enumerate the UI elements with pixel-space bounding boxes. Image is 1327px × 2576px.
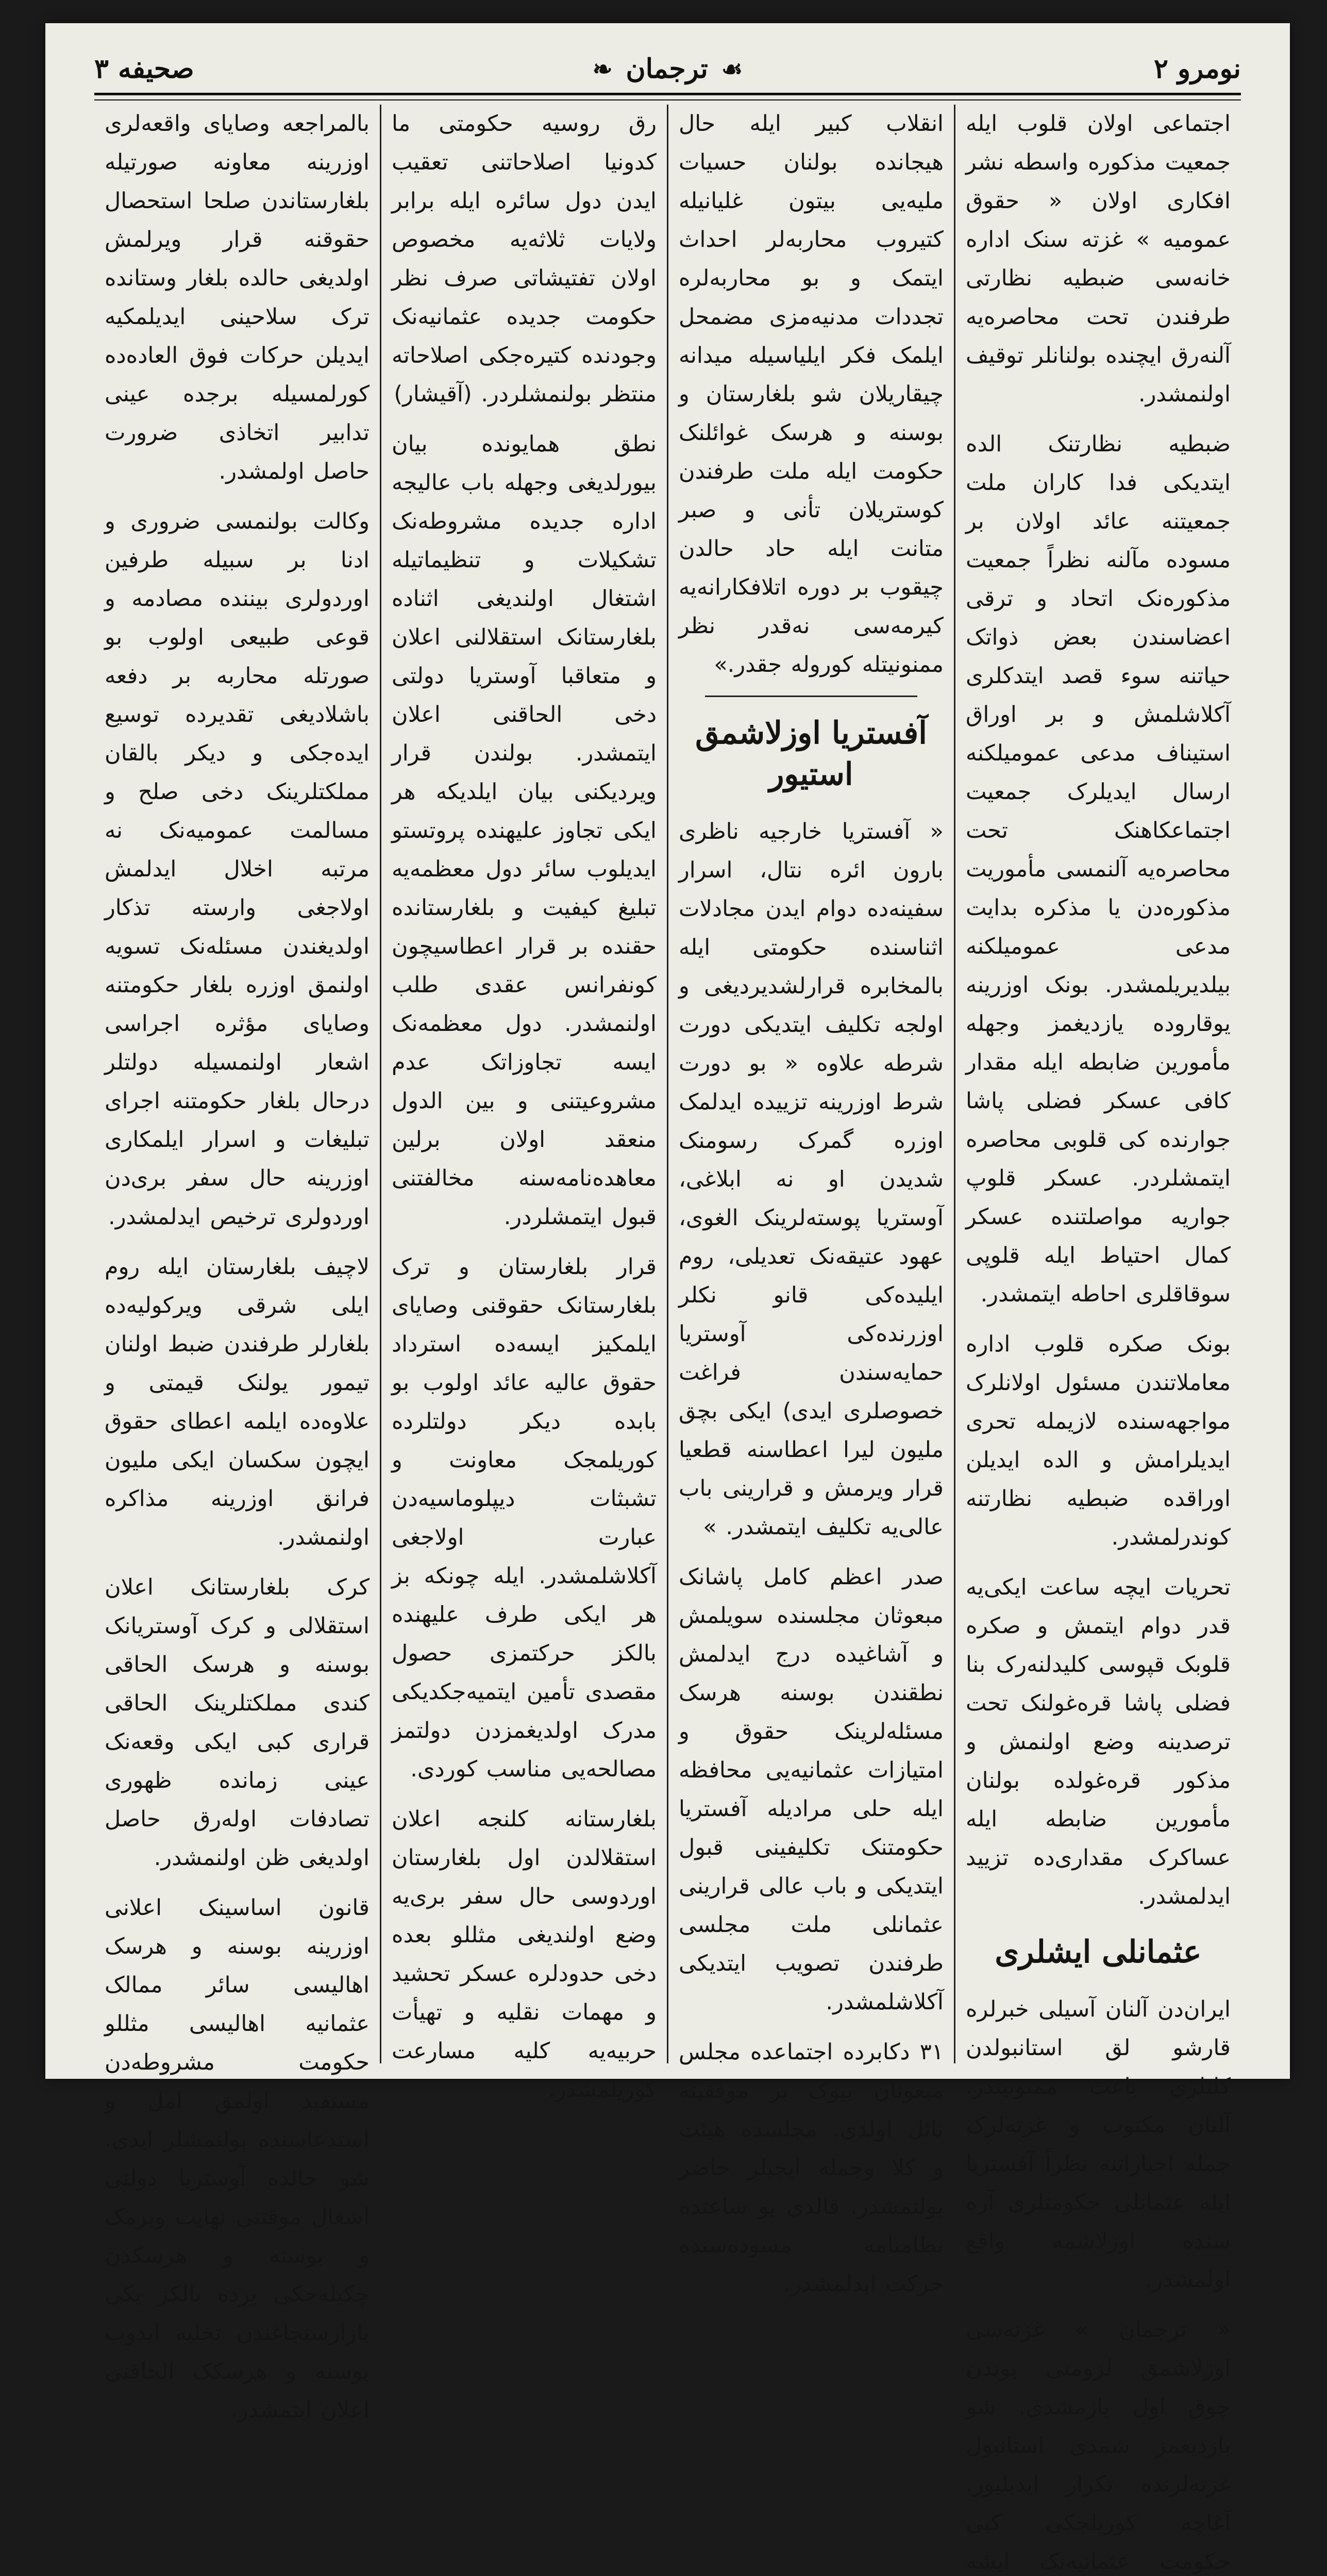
ornament-right-icon: ☙ xyxy=(721,55,743,83)
section-heading: آفستریا اوزلاشمق استیور xyxy=(695,715,927,792)
article-paragraph: بالمراجعه وصایای واقعه‌لری اوزرینه معاونه صورتیله بلغارستاندن صلحا استحصال حقوقنه قرار ویرلمش اولدیغی حالده بلغار وستانده ترک سلاحینی ایدیلمکیه ایدیلن حرکات فوق العاده‌ده کورلمسیله برجده عینی تدابیر اتخاذی ضرورت حاصل اولمشدر. xyxy=(105,111,369,484)
column-3 xyxy=(381,105,668,2103)
article-paragraph: تحریات ایچه ساعت ایکی‌یه قدر دوام ایتمش و صکره قلوبک قپوسی کلیدلنه‌رک بنا فضلی پاشا قره‌غولنک تحت ترصدینه وضع اولنمش و مذکور قره‌غولده بولنان مأمورین ضابطه ایله عساکرک مقداری‌ده تزیید ایدلمشدر. xyxy=(966,1574,1231,1909)
article-paragraph: ۳۱ دکابرده اجتماعده مجلس مبعوثان بیوک بر موفقیته نائل اولدی. مجلسده هیئت و کلا وجمله ایچیلر حاضر بولنمشدر. قالدی بو ساعتده نظامنامه مسوده‌سنده حرکت ایدلمشدر. xyxy=(679,2039,944,2297)
article-paragraph: اجتماعی اولان قلوب ایله جمعیت مذکوره واسطه نشر افکاری اولان « حقوق عمومیه » غزته سنک اداره خانه‌سی ضبطیه نظارتی طرفندن تحت محاصره‌یه آلنه‌رق ایچنده بولنانلر توقیف اولنمشدر. xyxy=(966,111,1231,407)
paper-title-group xyxy=(593,53,743,84)
article-paragraph: قرار بلغارستان و ترک بلغارستانک حقوقنی وصایای ایلمکیز ایسه‌ده استرداد حقوق عالیه عائد اولوب بو بابده دیکر دولتلرده کوریلمجک معاونت و تشبثات دیپلوماسیه‌دن عبارت اولاجغی آکلاشلمشدر. ایله چونکه بز هر ایکی طرف علیهنده بالکز حرکتمزی حصول مقصدی تأمین ایتمیه‌جکدیکی مدرک اولدیغمزدن دولتمز مصالحه‌یی مناسب کوردی. xyxy=(392,1254,657,1782)
issue-number: نومرو ۲ xyxy=(1153,53,1241,84)
article-paragraph: قانون اساسینک اعلانی اوزرینه بوسنه و هرسک اهالیسی سائر ممالک عثمانیه اهالیسی مثللو حکومت مشروطه‌دن مستفید اولمق امل و استدعاسنده بولنمشلر ایدی. شو حالده آوستریا دولتی اشغال موقتنی نهایت ویرمک و بوسنه و هرسکدن چکیله‌جکی یرده بالکز یکی بازارسنجاغندن تخلیه ایدوب بوسنه و هرسکک الحاقنی اعلان ایتمشدر. xyxy=(105,1895,369,2423)
column-2 xyxy=(668,105,955,2297)
header-rule xyxy=(94,93,1241,100)
column-1 xyxy=(955,105,1241,2574)
paper-title: ترجمان xyxy=(626,53,708,84)
columns-container xyxy=(94,105,1241,2574)
article-paragraph: انقلاب کبیر ایله حال هیجانده بولنان حسیات ملیه‌یی بیتون غلیانیله کتیروب محاربه‌لر احداث ایتمک و بو محاربه‌لره تجددات مدنیه‌مزی مضمحل ایلمک فکر ایلیاسیله میدانه چیقاریلان شو بلغارستان و بوسنه و هرسک غوائلنک حکومت ایله ملت طرفندن کوستریلان تأنی و صبر متانت ایله حاد حالدن چیقوب بر دوره اتلافکارانه‌یه کیرمه‌سی نه‌قدر نظر ممنونیتله کوروله‌ جقدر.» xyxy=(679,111,944,677)
ornament-left-icon: ❧ xyxy=(592,55,613,83)
article-divider xyxy=(705,696,917,697)
article-paragraph: نطق همایونده بیان بیورلدیغی وجهله باب عالیجه اداره جدیده مشروطه‌نک تشکیلات و تنظیماتیله اشتغال اولندیغی اثناده بلغارستانک استقلالنی اعلان و متعاقبا آوستریا دولتی دخی الحاقنی اعلان ایتمشدر. بولندن قرار ویردیکنی بیان ایلدیکه هر ایکی تجاوز علیهنده پروتستو ایدیلوب سائر دول معظمه‌یه تبلیغ کیفیت و بلغارستانده حقنده بر قرار اعطاسیچون کونفرانس عقدی طلب اولنمشدر. دول معظمه‌نک ایسه تجاوزاتک عدم مشروعیتنی و بین الدول منعقد اولان برلین معاهده‌نامه‌سنه مخالفتنی قبول ایتمشلردر. xyxy=(392,431,657,1230)
page-number: صحیفه ۳ xyxy=(94,53,194,84)
article-paragraph: ایران‌دن آلنان آسیلی خبرلره قارشو لق استانبولدن کلنلری باعث ممنونیتدر. آلنان مکتوب و غزته‌لرک جمله اخباراتنه نظراً آفستریا ایله عثمانلی حکومتلری آره‌ سنده اوزلاشمه واقع اولمشدر. xyxy=(966,1996,1231,2293)
article-paragraph: وکالت بولنمسی ضروری و ادنا بر سبیله طرفین اوردولری بیننده مصادمه و قوعی طبیعی اولوب بو صورتله محاربه بر دفعه باشلادیغی تقدیرده توسیع ایده‌جکی و دیکر بالقان مملکتلرینک دخی صلح و مسالمت عمومیه‌نک نه مرتبه اخلال ایدلمش اولاجغی وارسته تذکار اولدیغندن مسئله‌نک تسویه اولنمق اوزره بلغار حکومتنه وصایای مؤثره اجراسی اشعار اولنمسیله دولتلر درحال بلغار حکومتنه اجرای تبلیغات و اسرار ایلمکاری اوزرینه حال سفر بری‌دن اوردولری ترخیص ایدلمشدر. xyxy=(105,509,369,1230)
column-4 xyxy=(94,105,381,2423)
masthead xyxy=(94,48,1241,97)
article-paragraph: بونک صکره قلوب اداره معاملاتندن مسئول اولانلرک مواجهه‌سنده لازیمله تحری ایدیلرامش و الده ایدیلن اوراقده ضبطیه نظارتنه کوندرلمشدر. xyxy=(966,1331,1231,1550)
section-heading: عثمانلی ایشلری xyxy=(995,1934,1202,1970)
article-paragraph: بلغارستانه کلنجه اعلان استقلالدن اول بلغارستان اوردوسی حال سفر بری‌یه وضع اولندیغی مثللو بعده دخی حدودلره عسکر تحشید و مهمات نقلیه و تهیأت حربیه‌یه کلیه مسارعت کوریلمشدر. xyxy=(392,1806,657,2103)
article-paragraph: کرک بلغارستانک اعلان استقلالی و کرک آوستریانک بوسنه و هرسک الحاقی کندی مملکتلرینک الحاقی قراری کبی ایکی وقعه‌نک عینی زمانده ظهوری تصادفات اوله‌رق حاصل اولدیغی ظن اولنمشدر. xyxy=(105,1574,369,1871)
article-paragraph: « آفستریا خارجیه ناظری بارون ائره نتال، اسرار سفینه‌ده دوام ایدن مجادلات اثناسنده حکومتی ایله بالمخابره قرارلشدیردیغی و اولجه تکلیف ایتدیکی دورت شرطه علاوه « بو دورت شرط اوزرینه تزییده ایدلمک اوزره گمرک رسومنک شدیدن او نه ابلاغی، آوستریا پوسته‌لرینک الغوی، عهود عتیقه‌نک تعدیلی، روم ایلیده‌کی قانو نکلر اوزرنده‌کی آوستریا حمایه‌سندن فراغت خصوصلری ایدی) ایکی بچق ملیون لیرا اعطاسنه قطعیا قرار ویرمش و قرارینی باب عالی‌یه تکلیف ایتمشدر. » xyxy=(679,819,944,1540)
article-paragraph: لاچیف بلغارستان ایله روم ایلی شرقی ویرکولیه‌ده بلغارلر طرفندن ضبط اولنان تیمور یولنک قیمتی و علاوه‌ده ایلمه اعطای حقوق ایچون سکسان ایکی ملیون فرانق اوزرینه مذاکره اولنمشدر. xyxy=(105,1254,369,1550)
newspaper-page xyxy=(45,23,1290,2574)
article-paragraph: رق روسیه حکومتی ما کدونیا اصلاحاتنی تعقیب ایدن دول سائره ایله برابر ولایات ثلاثه‌یه مخصوص اولان تفتیشاتی صرف نظر حکومت جدیده عثمانیه‌نک وجودنده کتیره‌جکی اصلاحاته منتظر بولنمشلردر. (آقیشار) xyxy=(392,111,657,407)
article-paragraph: ضبطیه نظارتنک الده ایتدیکی فدا کاران ملت جمعیتنه عائد اولان بر مسوده مآلنه نظراً جمعیت مذکوره‌نک اتحاد و ترقی اعضاسندن بعض ذواتک حیاتنه سوء قصد ایتدکلری آکلاشلمش و بر اوراق استیناف مدعی عمومیلکنه ارسال ایدیلرک جمعیت اجتماعکاهنک تحت محاصره‌یه آلنمسی مأموریت مذکوره‌دن یا مذکره بدایت مدعی عمومیلکنه بیلدیریلمشدر. بونک اوزرینه یوقاروده یازدیغمز وجهله مأمورین ضابطه ایله مقدار کافی عسکر فضلی پاشا جوارنده کی قلوبی محاصره ایتمشلردر. عسکر قلوپ جواریه مواصلتنده عسکر کمال احتیاط ایله قلوپی سوقاقلری احاطه ایتمشدر. xyxy=(966,431,1231,1307)
article-paragraph: صدر اعظم کامل پاشانک مبعوثان مجلسنده سویلمش و آشاغیده درج ایدلمش نطقندن بوسنه هرسک مسئله‌لرینک حقوق و امتیازات عثمانیه‌یی محافظه ایله حلی مرادیله آفستریا حکومتنک تکلیفینی قبول ایتدیکی و باب عالی قرارینی عثمانلی ملت مجلسی طرفندن تصویب ایتدیکی آکلاشلمشدر. xyxy=(679,1564,944,2015)
article-paragraph: « ترجمان » غزته‌سی اوزلاشمق لزومنی بوندن چوق اول یازمشدی. شو بازدیغمز شمدی استانبول غزته‌لرنده تکرار ایدیلیور. آغاچه کوریلجکی کبی حکومت عثمانیه‌نک ایشه xyxy=(966,2317,1231,2574)
